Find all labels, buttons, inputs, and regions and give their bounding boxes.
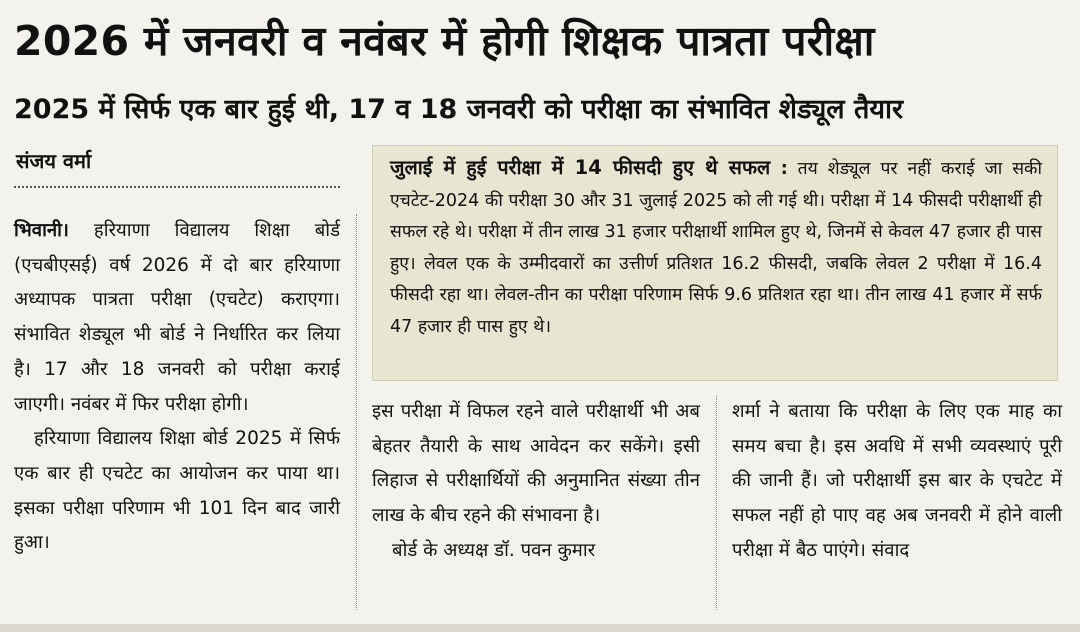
article-column-3 [732,395,1062,569]
column2-para2: बोर्ड के अध्यक्ष डॉ. पवन कुमार [392,539,596,561]
highlight-box-body: तय शेड्यूल पर नहीं कराई जा सकी एचटेट-2024 की परीक्षा 30 और 31 जुलाई 2025 को ली गई थी। परीक्षा में 14 फीसदी परीक्षार्थी ही सफल रहे थे। परीक्षा में तीन लाख 31 हजार परीक्षार्थी शामिल हुए थे, जिनमें से केवल 47 हजार ही पास हुए। लेवल एक के उम्मीदवारों का उत्तीर्ण प्रतिशत 16.2 फीसदी, जबकि लेवल 2 परीक्षा में 16.4 फीसदी रहा था। लेवल-तीन का परीक्षा परिणाम सिर्फ 9.6 प्रतिशत रहा था। तीन लाख 41 हजार में सर्फ 47 हजार ही पास हुए थे। [390,159,1042,337]
highlight-box-colon: : [770,159,788,179]
column-divider [716,395,717,610]
byline-divider [14,186,340,188]
byline: संजय वर्मा [16,149,92,173]
column1-para2: हरियाणा विद्यालय शिक्षा बोर्ड 2025 में सिर्फ एक बार ही एचटेट का आयोजन कर पाया था। इसका परीक्षा परिणाम भी 101 दिन बाद जारी हुआ। [14,428,340,554]
column2-para1: इस परीक्षा में विफल रहने वाले परीक्षार्थी भी अब बेहतर तैयारी के साथ आवेदन कर सकेंगे। इसी लिहाज से परीक्षार्थियों की अनुमानित संख्या तीन लाख के बीच रहने की संभावना है। [372,401,700,527]
column3-para1: शर्मा ने बताया कि परीक्षा के लिए एक माह का समय बचा है। इस अवधि में सभी व्यवस्थाएं पूरी की जानी हैं। जो परीक्षार्थी इस बार के एचटेट में सफल नहीं हो पाए वह अब जनवरी में होने वाली परीक्षा में बैठ पाएंगे। संवाद [732,401,1062,561]
paragraph [14,214,340,422]
subheadline: 2025 में सिर्फ एक बार हुई थी, 17 व 18 जनवरी को परीक्षा का संभावित शेड्यूल तैयार [14,94,904,125]
article-column-1 [14,214,340,561]
article-column-2 [372,395,700,569]
dateline: भिवानी। [14,220,69,241]
headline: 2026 में जनवरी व नवंबर में होगी शिक्षक पात्रता परीक्षा [14,17,875,65]
highlight-box-title: जुलाई में हुई परीक्षा में 14 फीसदी हुए थे सफल [390,156,771,179]
bottom-edge [0,624,1080,632]
column1-para1: हरियाणा विद्यालय शिक्षा बोर्ड (एचबीएसई) वर्ष 2026 में दो बार हरियाणा अध्यापक पात्रता परीक्षा (एचटेट) कराएगा। संभावित शेड्यूल भी बोर्ड ने निर्धारित कर लिया है। 17 और 18 जनवरी को परीक्षा कराई जाएगी। नवंबर में फिर परीक्षा होगी। [14,220,340,415]
column-divider [356,214,357,610]
highlight-box-text [390,152,1042,343]
